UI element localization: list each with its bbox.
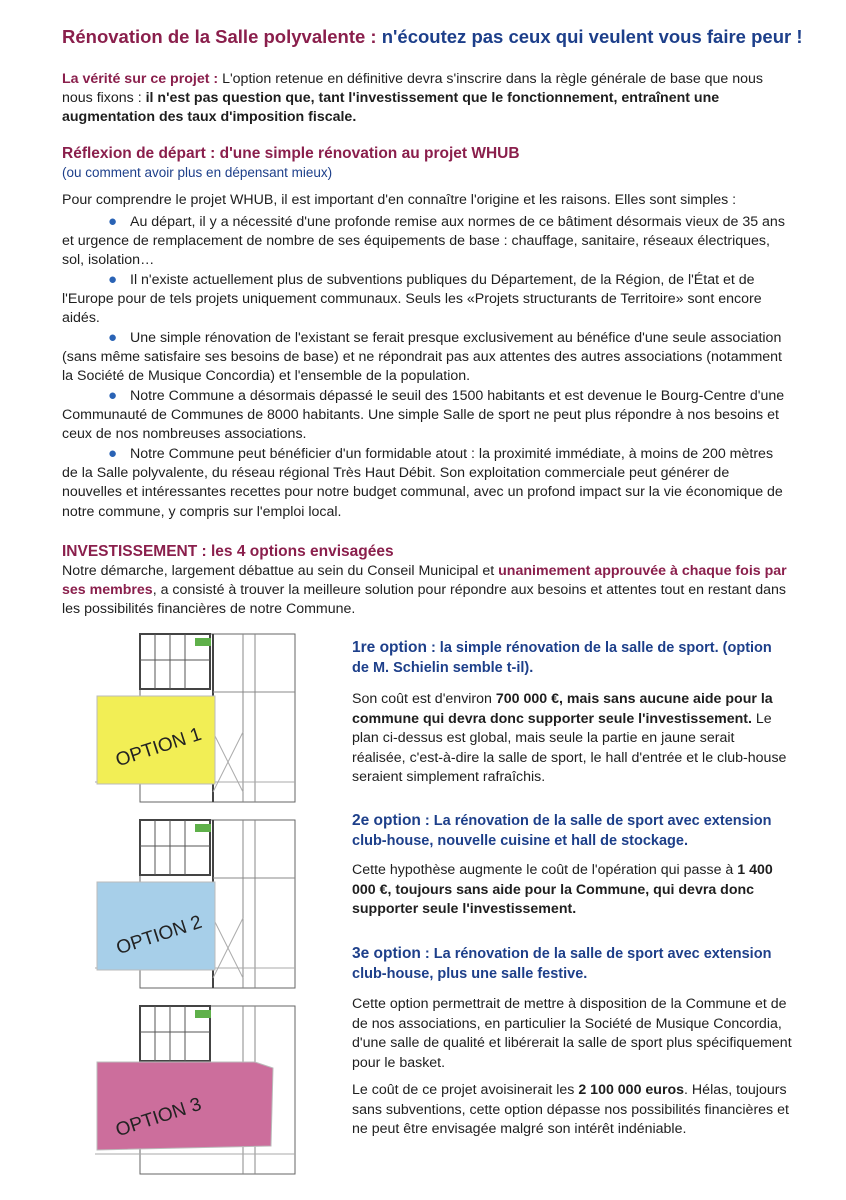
bullet-icon: ● <box>108 329 118 346</box>
title-part1: Rénovation de la Salle polyvalente : <box>62 26 377 47</box>
bullet-item: ● Notre Commune a désormais dépassé le seuil des 1500 habitants et est devenue le Bourg-Centre d'une Communauté de Communes de 8000 habitants. Une simple Salle de sport ne peut plus répondre à nos besoins et ceux de nos nombreuses associations. <box>62 387 785 443</box>
option-3-cost-text: Le coût de ce projet avoisinerait les 2 100 000 euros. Hélas, toujours sans subventions, cette option dépasse nos possibilités financières et ne peut être envisagée malgré son intérêt indéniable. <box>352 1082 789 1137</box>
bullet-icon: ● <box>108 387 118 404</box>
bullet-item: ● Au départ, il y a nécessité d'une profonde remise aux normes de ce bâtiment désormais vieux de 35 ans et urgence de remplacement de nombre de ses équipements de base : chauffage, sanitaire, réseaux électriques, sol, isolation… <box>62 213 785 269</box>
option-3-heading: 3e option : La rénovation de la salle de sport avec extension club-house, plus une salle festive. <box>352 945 772 982</box>
bullet-item: ● Il n'existe actuellement plus de subventions publiques du Département, de la Région, de l'État et de l'Europe pour de tels projets uniquement communaux. Seuls les «Projets structurants de Territoire» sont encore aidés. <box>62 271 762 327</box>
page-title <box>62 26 803 48</box>
bullet-item: ● Notre Commune peut bénéficier d'un formidable atout : la proximité immédiate, à moins de 200 mètres de la Salle polyvalente, du réseau régional Très Haut Débit. Son exploitation commerciale peut générer de nouvelles et intéressantes recettes pour notre budget communal, avec un profond impact sur la vie économique de notre commune, y compris sur l'emploi local. <box>62 445 783 520</box>
option-2-label: OPTION 2 <box>113 911 205 960</box>
green-tag-icon <box>195 1010 211 1018</box>
investissement-paragraph: Notre démarche, largement débattue au sein du Conseil Municipal et unanimement approuvée à chaque fois par ses membres, a consisté à trouver la meilleure solution pour répondre aux besoins et attentes tout en restant dans les possibilités financières de notre Commune. <box>62 563 787 618</box>
reflexion-intro: Pour comprendre le projet WHUB, il est important d'en connaître l'origine et les raisons. Elles sont simples : <box>62 192 737 208</box>
option-2-text: Cette hypothèse augmente le coût de l'opération qui passe à 1 400 000 €, toujours sans aide pour la Commune, qui devra donc supporter seule l'investissement. <box>352 862 773 917</box>
option-3-label: OPTION 3 <box>113 1093 205 1142</box>
bullet-item: ● Une simple rénovation de l'existant se ferait presque exclusivement au bénéfice d'une seule association (sans même satisfaire ses besoins de base) et ne répondrait pas aux attentes des autres associations (notamment la Société de Musique Concordia) et l'ensemble de la population. <box>62 329 783 385</box>
bullet-icon: ● <box>108 271 118 288</box>
floor-plan-option-3 <box>95 1004 300 1176</box>
option-1-text: Son coût est d'environ 700 000 €, mais sans aucune aide pour la commune qui devra donc supporter seule l'investissement. Le plan ci-dessus est global, mais seule la partie en jaune serait réalisée, c'est-à-dire la salle de sport, le hall d'entrée et le club-house seraient simplement rafraîchis. <box>352 691 787 785</box>
reflexion-heading: Réflexion de départ : d'une simple rénovation au projet WHUB <box>62 145 520 162</box>
reflexion-subheading: (ou comment avoir plus en dépensant mieux) <box>62 165 333 180</box>
option-1-heading: 1re option : la simple rénovation de la salle de sport. (option de M. Schielin semble t-il). <box>352 639 772 676</box>
verite-bold: il n'est pas question que, tant l'investissement que le fonctionnement, entraînent une augmentation des taux d'imposition fiscale. <box>62 90 720 126</box>
option-2-heading: 2e option : La rénovation de la salle de sport avec extension club-house, nouvelle cuisine et hall de stockage. <box>352 812 772 849</box>
verite-label: La vérité sur ce projet : <box>62 71 219 87</box>
floor-plan-option-2 <box>95 818 300 990</box>
bullet-icon: ● <box>108 213 118 230</box>
option-3-text: Cette option permettrait de mettre à disposition de la Commune et de de nos associations, en particulier la Société de Musique Concordia, d'une salle de qualité et libérerait la salle de sport plus spécifiquement pour le basket. <box>352 996 792 1071</box>
investissement-heading: INVESTISSEMENT : les 4 options envisagées <box>62 543 394 560</box>
title-part2: n'écoutez pas ceux qui veulent vous faire peur ! <box>381 26 803 47</box>
bullet-icon: ● <box>108 445 118 462</box>
floor-plan-option-1 <box>95 632 300 804</box>
option-1-label: OPTION 1 <box>113 723 205 772</box>
verite-paragraph <box>62 70 792 128</box>
green-tag-icon <box>195 638 211 646</box>
green-tag-icon <box>195 824 211 832</box>
investissement-highlight: unanimement approuvée à chaque fois par ses membres <box>62 563 787 599</box>
verite-text: L'option retenue en définitive devra s'inscrire dans la règle générale de base que nous nous fixons : <box>62 71 764 107</box>
